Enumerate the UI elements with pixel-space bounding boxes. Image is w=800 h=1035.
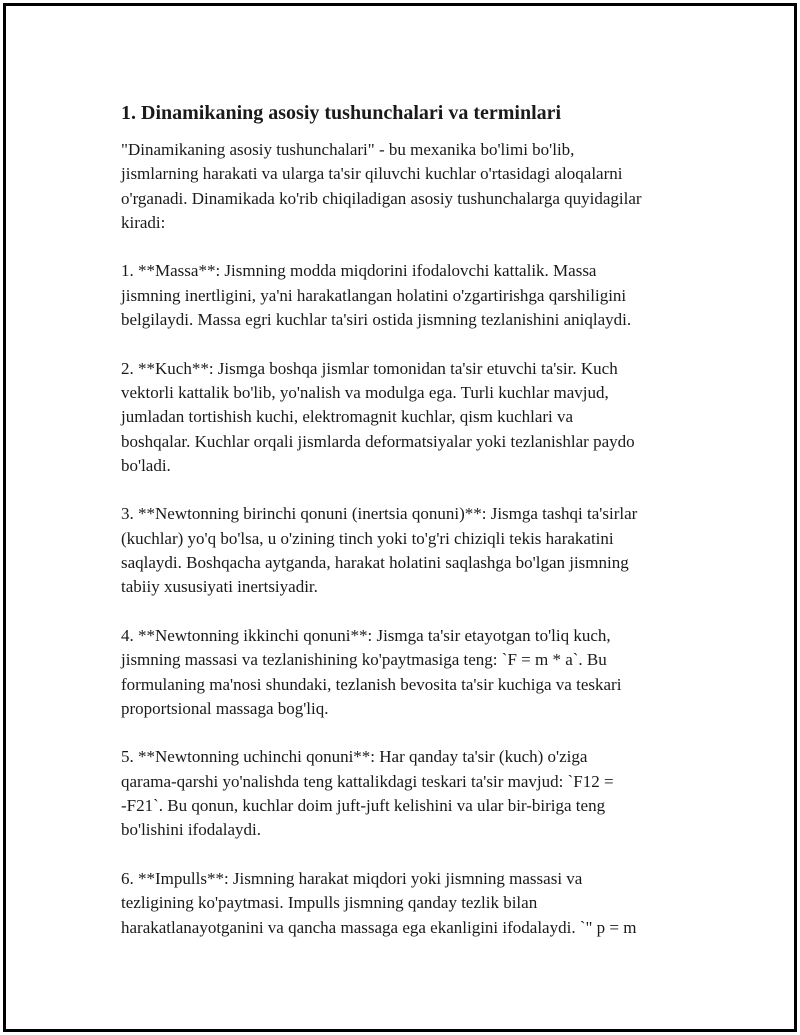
paragraph-newton-first-law	[121, 502, 693, 599]
text-line: belgilaydi. Massa egri kuchlar ta'siri ostida jismning tezlanishini aniqlaydi.	[121, 310, 632, 330]
text-line: saqlaydi. Boshqacha aytganda, harakat holatini saqlashga bo'lgan jismning	[121, 553, 629, 573]
text-line: bo'lishini ifodalaydi.	[121, 820, 261, 840]
text-line: 6. **Impulls**: Jismning harakat miqdori yoki jismning massasi va	[121, 868, 583, 888]
text-line: tabiiy xususiyati inertsiyadir.	[121, 577, 318, 597]
paragraph-intro	[121, 138, 693, 235]
text-line: 3. **Newtonning birinchi qonuni (inertsia qonuni)**: Jismga tashqi ta'sirlar	[121, 504, 638, 524]
text-line: formulaning ma'nosi shundaki, tezlanish bevosita ta'sir kuchiga va teskari	[121, 674, 622, 694]
text-line: o'rganadi. Dinamikada ko'rib chiqiladigan asosiy tushunchalarga quyidagilar	[121, 188, 642, 208]
text-line: 2. **Kuch**: Jismga boshqa jismlar tomonidan ta'sir etuvchi ta'sir. Kuch	[121, 358, 618, 378]
text-line: 5. **Newtonning uchinchi qonuni**: Har qanday ta'sir (kuch) o'ziga	[121, 747, 588, 767]
text-line: boshqalar. Kuchlar orqali jismlarda deformatsiyalar yoki tezlanishlar paydo	[121, 431, 635, 451]
text-line: qarama-qarshi yo'nalishda teng kattalikdagi teskari ta'sir mavjud: `F12 =	[121, 771, 614, 791]
text-line: jismlarning harakati va ularga ta'sir qiluvchi kuchlar o'rtasidagi aloqalarni	[121, 164, 623, 184]
text-line: bo'ladi.	[121, 455, 171, 475]
text-line: (kuchlar) yo'q bo'lsa, u o'zining tinch yoki to'g'ri chiziqli tekis harakatini	[121, 528, 614, 548]
text-line: 1. **Massa**: Jismning modda miqdorini ifodalovchi kattalik. Massa	[121, 261, 597, 281]
text-line: -F21`. Bu qonun, kuchlar doim juft-juft kelishini va ular bir-biriga teng	[121, 796, 606, 816]
text-line: vektorli kattalik bo'lib, yo'nalish va modulga ega. Turli kuchlar mavjud,	[121, 382, 609, 402]
document-body	[121, 100, 693, 964]
text-line: jismning inertligini, ya'ni harakatlangan holatini o'zgartirishga qarshiligini	[121, 285, 627, 305]
text-line: kiradi:	[121, 212, 166, 232]
paragraph-kuch	[121, 357, 693, 478]
document-title: 1. Dinamikaning asosiy tushunchalari va terminlari	[121, 102, 562, 124]
text-line: jumladan tortishish kuchi, elektromagnit kuchlar, qism kuchlari va	[121, 407, 574, 427]
paragraph-impulls	[121, 867, 693, 940]
text-line: harakatlanayotganini va qancha massaga ega ekanligini ifodalaydi. `" p = m	[121, 917, 637, 937]
text-line: proportsional massaga bog'liq.	[121, 698, 329, 718]
text-line: 4. **Newtonning ikkinchi qonuni**: Jismga ta'sir etayotgan to'liq kuch,	[121, 625, 611, 645]
paragraph-massa	[121, 259, 693, 332]
text-line: jismning massasi va tezlanishining ko'paytmasiga teng: `F = m * a`. Bu	[121, 650, 607, 670]
paragraph-newton-second-law	[121, 624, 693, 721]
page-frame	[3, 3, 797, 1032]
text-line: "Dinamikaning asosiy tushunchalari" - bu mexanika bo'limi bo'lib,	[121, 140, 575, 159]
text-line: tezligining ko'paytmasi. Impulls jismning qanday tezlik bilan	[121, 893, 538, 913]
paragraph-newton-third-law	[121, 745, 693, 842]
